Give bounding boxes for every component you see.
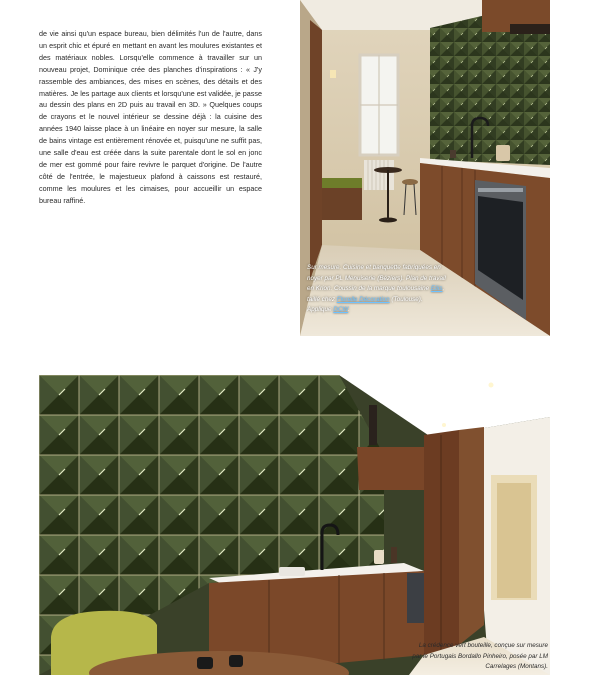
eliis-link[interactable]: Eliis bbox=[430, 285, 443, 292]
florelle-decoration-link[interactable]: Florelle Décoration bbox=[336, 295, 390, 303]
green-tile-kitchen-illustration bbox=[39, 375, 550, 675]
dcw-link[interactable]: DCW bbox=[333, 306, 349, 313]
article-body-text: de vie ainsi qu'un espace bureau, bien délimités l'un de l'autre, dans un esprit chic et épuré en mettant en avant les moulures existantes et des matériaux nobles. Lorsqu'elle commence à travailler sur un nouveau projet, Dominique crée des planches d'inspirations : « J'y rassemble des ambiances, des mises en scènes, des détails et des matières. Je les partage aux clients et lorsqu'une est validée, je passe au dessin des plans en 2D puis au travail en 3D. » Quelques coups de crayons et le nouvel intérieur se dessine déjà : la cuisine des années 1940 laisse place à un linéaire en noyer sur mesure, la salle de bains vintage est entièrement rénovée et, puisqu'une ne suffit pas, une salle d'eau est créée dans la suite parentale dont le sol en jonc de mer est gommé pour faire revivre le parquet d'origine. De l'autre côté de l'entrée, le majestueux plafond à caissons est restauré, comme les moulures et les cimaises, pour accueillir un espace bureau raffiné. bbox=[39, 29, 262, 205]
caption-text: , taillé chez bbox=[307, 285, 445, 303]
caption-text: Sur mesure. Cuisine et banquette fabriquées en noyer par PL Menuiserie (Béziers). Plan de travail en Krion. Coussin de la marque toulousaine bbox=[307, 264, 446, 292]
green-tile-kitchen-photo bbox=[39, 375, 550, 675]
top-photo-caption bbox=[307, 263, 447, 316]
bottom-photo-caption: La crédence vert bouteille, conçue sur mesure par le Portugais Bordallo Pinheiro, posée par LM Carrelages (Montans). bbox=[412, 642, 548, 670]
caption-text: . bbox=[348, 306, 350, 313]
caption-text: (Toulouse). Applique bbox=[307, 295, 423, 313]
